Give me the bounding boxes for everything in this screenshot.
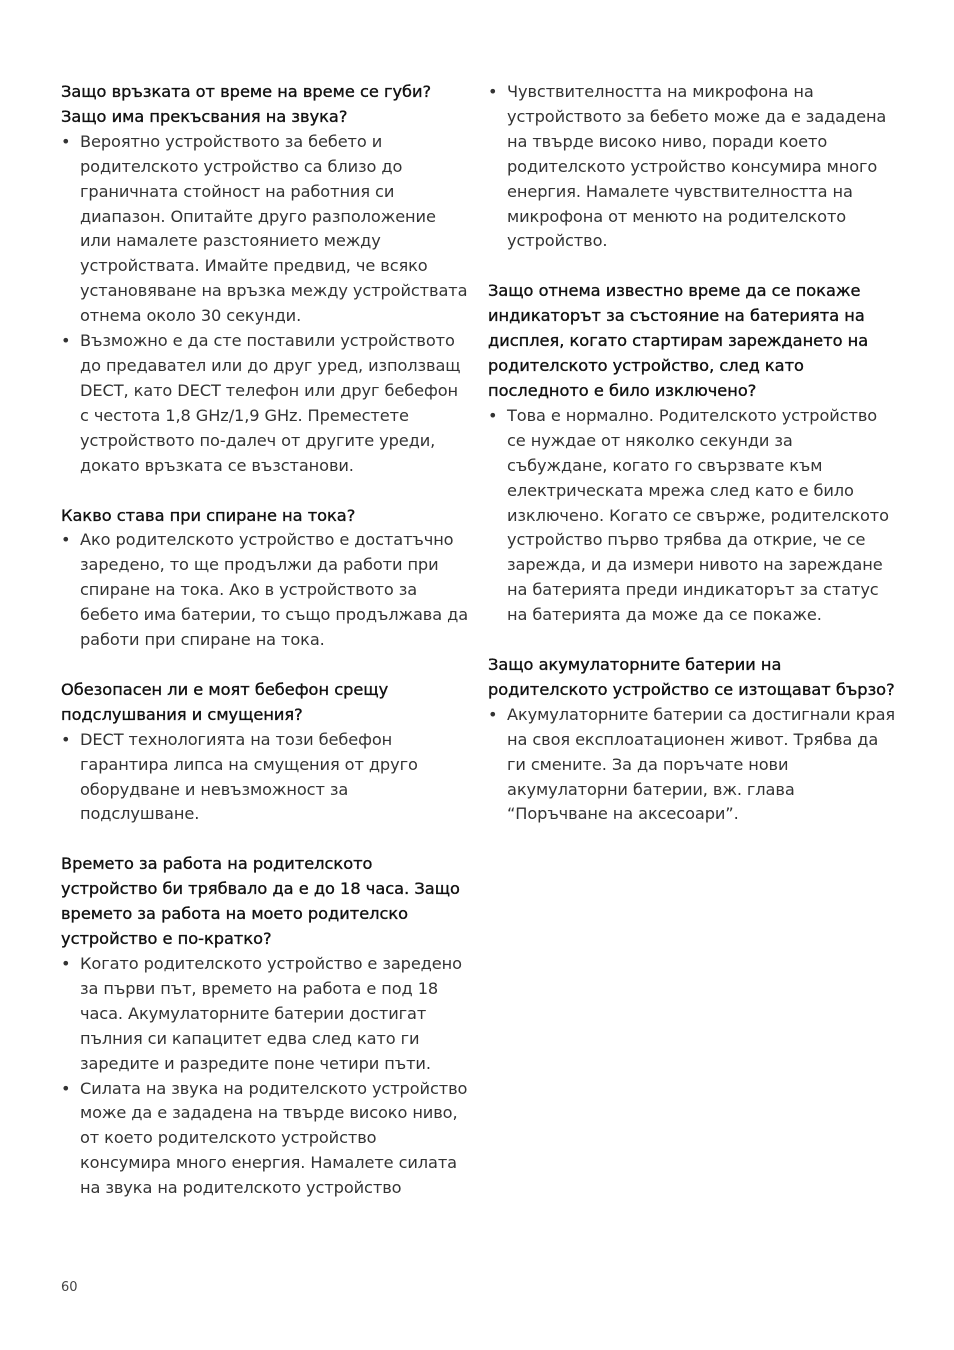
faq-answer-text: Акумулаторните батерии са достигнали края на своя експлоатационен живот. Трябва да ги смените. За да поръчате нови акумулаторни батерии, вж. глава “Поръчване на аксесоари”.: [507, 704, 896, 824]
faq-answer-item: [488, 404, 896, 628]
bullet-icon: •: [61, 331, 71, 351]
faq-section: [61, 504, 469, 653]
bullet-icon: •: [61, 131, 71, 151]
faq-question: Защо връзката от време на време се губи? Защо има прекъсвания на звука?: [61, 82, 432, 126]
bullet-icon: •: [61, 530, 71, 550]
faq-question: Защо отнема известно време да се покаже индикаторът за състояние на батерията на дисплея, когато стартирам зареждането на родителското устройство, след като последното е било изключено?: [488, 281, 869, 400]
faq-answer-list: [61, 528, 469, 653]
faq-answer-item: [488, 703, 896, 828]
faq-answer-text: Възможно е да сте поставили устройството до предавател или до друг уред, използващ DECT, като DECT телефон или друг бебефон с честота 1,8 GHz/1,9 GHz. Преместете устройството по-далеч от другите уреди, докато връзката се възстанови.: [80, 331, 461, 475]
faq-section: [488, 279, 896, 628]
faq-question: Защо акумулаторните батерии на родителското устройство се изтощават бързо?: [488, 655, 895, 699]
page-number: 60: [61, 1280, 78, 1295]
left-column: [61, 80, 469, 1226]
bullet-icon: •: [61, 729, 71, 749]
bullet-icon: •: [488, 704, 498, 724]
right-column: [488, 80, 896, 852]
faq-answer-text: DECT технологията на този бебефон гарантира липса на смущения от друго оборудване и невъзможност за подслушване.: [80, 729, 418, 824]
faq-answer-item: [61, 952, 469, 1077]
faq-answer-text: Ако родителското устройство е достатъчно заредено, то ще продължи да работи при спиране на тока. Ако в устройството за бебето има батерии, то също продължава да работи при спиране на тока.: [80, 530, 469, 650]
faq-answer-list: [61, 130, 469, 479]
faq-question: Времето за работа на родителското устройство би трябвало да е до 18 часа. Защо времето за работа на моето родителско устройство е по-кратко?: [61, 854, 460, 949]
faq-section: [488, 80, 896, 254]
faq-answer-item: [61, 130, 469, 329]
faq-answer-text: Това е нормално. Родителското устройство се нуждае от няколко секунди за събуждане, когато го свързвате към електрическата мрежа след като е било изключено. Когато се свърже, родителското устройство първо трябва да открие, че се зарежда, и да измери нивото на зареждане на батерията преди индикаторът за статус на батерията да може да се покаже.: [507, 405, 889, 625]
faq-answer-item: [61, 329, 469, 478]
faq-answer-item: [61, 728, 469, 828]
faq-section: [61, 852, 469, 1201]
faq-answer-list: [488, 703, 896, 828]
faq-question: Обезопасен ли е моят бебефон срещу подслушвания и смущения?: [61, 679, 389, 724]
bullet-icon: •: [61, 1078, 71, 1098]
faq-answer-item: [61, 528, 469, 653]
faq-answer-text: Силата на звука на родителското устройство може да е зададена на твърде високо ниво, от което родителското устройство консумира много енергия. Намалете силата на звука на родителското устройство: [80, 1078, 468, 1198]
faq-question: Какво става при спиране на тока?: [61, 505, 356, 525]
faq-section: [61, 80, 469, 479]
bullet-icon: •: [488, 405, 498, 425]
faq-answer-text: Когато родителското устройство е заредено за първи път, времето на работа е под 18 часа. Акумулаторните батерии достигат пълния си капацитет едва след като ги заредите и разредите поне четири пъти.: [80, 954, 462, 1073]
bullet-icon: •: [488, 82, 498, 101]
faq-answer-text: Вероятно устройството за бебето и родителското устройство са близо до граничната стойност на работния си диапазон. Опитайте друго разположение или намалете разстоянието между устройствата. Имайте предвид, че всяко установяване на връзка между устройствата отнема около 30 секунди.: [80, 131, 468, 326]
faq-answer-list: [61, 952, 469, 1201]
faq-section: [488, 653, 896, 827]
faq-answer-list: [61, 728, 469, 828]
faq-answer-list: [488, 404, 896, 628]
faq-answer-item: [61, 1077, 469, 1202]
faq-section: [61, 678, 469, 827]
faq-answer-text: Чувствителността на микрофона на устройството за бебето може да е зададена на твърде високо ниво, поради което родителското устройство консумира много енергия. Намалете чувствителността на микрофона от менюто на родителското устройство.: [507, 82, 887, 251]
faq-answer-list: [488, 80, 896, 254]
bullet-icon: •: [61, 954, 71, 973]
faq-answer-item: [488, 80, 896, 254]
